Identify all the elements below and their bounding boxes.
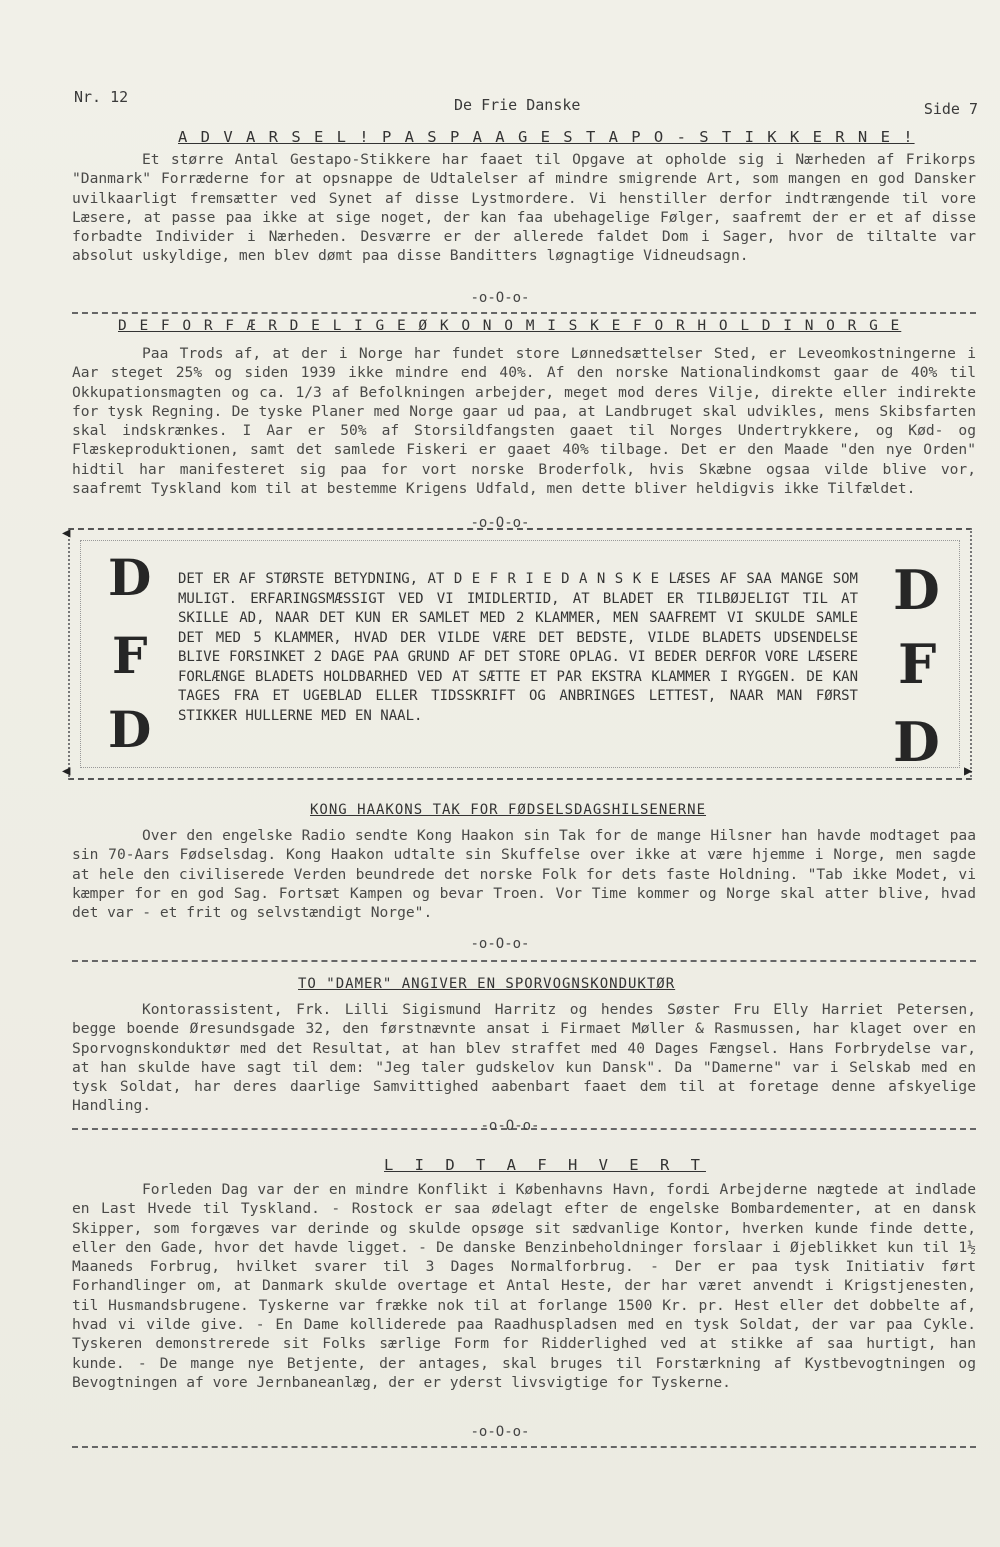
decorative-letter-d: D <box>108 548 152 607</box>
decorative-letter-d: D <box>108 700 152 759</box>
article-body-gestapo <box>72 150 976 266</box>
box-corner-arrow-icon: ◀ <box>62 525 71 541</box>
article-title-lidt-af-hvert: L I D T A F H V E R T <box>384 1156 706 1174</box>
issue-number: Nr. 12 <box>74 88 129 106</box>
article-body-norge <box>72 344 976 498</box>
decorative-letter-f: F <box>898 632 937 696</box>
article-body-damer <box>72 1000 976 1116</box>
dashed-rule <box>72 1446 976 1448</box>
separator: -o-O-o- <box>470 515 530 531</box>
separator: -o-O-o- <box>470 1424 530 1440</box>
article-paragraph: Et større Antal Gestapo-Stikkere har faaet til Opgave at opholde sig i Nærheden af Frikorps "Danmark" Forræderne for at opsnappe de Udtalelser af mindre smigrende Art, som mangen en god Dansker uvilkaarligt fremsætter ved Synet af disse Lystmordere. Vi henstiller derfor indtrængende til vore Læsere, at passe paa ikke at sige noget, der kan faa ubehagelige Følger, saafremt der er et af disse forbadte Individer i Nærheden. Desværre er der allerede faldet Dom i Sager, hvor de tiltalte var absolut uskyldige, men blev dømt paa disse Banditters løgnagtige Vidneudsagn. <box>72 151 976 265</box>
article-paragraph: Paa Trods af, at der i Norge har fundet store Lønnedsættelser Sted, er Leveomkostningerne i Aar steget 25% og siden 1939 ikke mindre end 40%. Af den norske Nationalindkomst gaar de 40% til Okkupationsmagten og ca. 1/3 af Befolkningen arbejder, meget mod deres Vilje, direkte eller indirekte for tysk Regning. De tyske Planer med Norge gaar ud paa, at Landbruget skal udvikles, mens Skibsfarten skal indskrænkes. I Aar er 50% af Storsildfangsten gaaet til Norges Undertrykkere, og Kød- og Flæskeproduktionen, samt det samlede Fiskeri er gaaet 40% tilbage. Det er den Maade "den nye Orden" hidtil har manifesteret sig paa for vort norske Broderfolk, hvis Skæbne ogsaa vilde blive vor, saafremt Tyskland kom til at bestemme Krigens Udfald, men dette bliver heldigvis ikke Tilfældet. <box>72 345 976 498</box>
article-body-haakon <box>72 826 976 922</box>
article-title-damer: TO "DAMER" ANGIVER EN SPORVOGNSKONDUKTØR <box>298 976 676 992</box>
dashed-rule <box>72 960 976 962</box>
box-corner-arrow-icon: ▶ <box>964 763 973 779</box>
publication-name: De Frie Danske <box>454 96 581 114</box>
dashed-rule <box>72 312 976 314</box>
article-paragraph: Kontorassistent, Frk. Lilli Sigismund Harritz og hendes Søster Fru Elly Harriet Petersen, begge boende Øresundsgade 32, den førstnævnte ansat i Firmaet Møller & Rasmussen, har klaget over en Sporvognskonduktør med det Resultat, at han blev straffet med 40 Dages Fængsel. Hans Forbrydelse var, at han skulde have sagt til dem: "Jeg taler gudskelov kun Dansk". Da "Damerne" var i Selskab med en tysk Soldat, har deres daarlige Samvittighed aabenbart faaet dem til at foretage denne afskyelige Handling. <box>72 1001 976 1115</box>
article-title-gestapo: A D V A R S E L ! P A S P A A G E S T A P O - S T I K K E R N E ! <box>178 128 915 146</box>
separator: -o-O-o- <box>480 1118 540 1134</box>
decorative-letter-f: F <box>112 626 148 685</box>
page-header <box>74 88 978 118</box>
box-corner-arrow-icon: ◀ <box>62 763 71 779</box>
decorative-letter-d: D <box>893 710 940 774</box>
article-title-norge: D E F O R F Æ R D E L I G E Ø K O N O M I S K E F O R H O L D I N O R G E <box>118 318 902 334</box>
separator: -o-O-o- <box>470 936 530 952</box>
article-paragraph: Forleden Dag var der en mindre Konflikt i Københavns Havn, fordi Arbejderne nægtede at indlade en Last Hvede til Tyskland. - Rostock er saa ødelagt efter de engelske Bombardementer, at en dansk Skipper, som forgæves var derinde og skulde opsøge sit sædvanlige Kontor, hverken kunde finde dette, eller den Gade, hvor det havde ligget. - De danske Benzinbeholdninger forslaar i Øjeblikket kun til 1½ Maaneds Forbrug, hvilket svarer til 3 Dages Normalforbrug. - Der er paa tysk Initiativ ført Forhandlinger om, at Danmark skulde overtage et Antal Heste, der har været anvendt i Krigstjenesten, til Husmandsbrugene. Tyskerne var frække nok til at forlange 1500 Kr. pr. Hest eller det dobbelte af, hvad vi vilde give. - En Dame kolliderede paa Raadhuspladsen med en tysk Soldat, der var paa Cykle. Tyskeren demonstrerede sit Folks særlige Form for Ridderlighed ved at stikke af saa hurtigt, han kunde. - De mange nye Betjente, der antages, skal bruges til Forstærkning af Kystbevogtningen og Bevogtningen af vore Jernbaneanlæg, der er yderst livsvigtige for Tyskerne. <box>72 1181 976 1391</box>
article-title-haakon: KONG HAAKONS TAK FOR FØDSELSDAGSHILSENERNE <box>310 802 707 818</box>
decorative-letter-d: D <box>893 558 940 622</box>
notice-text: DET ER AF STØRSTE BETYDNING, AT D E F R I E D A N S K E LÆSES AF SAA MANGE SOM MULIGT. ERFARINGSMÆSSIGT VED VI IMIDLERTID, AT BLADET ER TILBØJELIGT TIL AT SKILLE AD, NAAR DET KUN ER SAMLET MED 2 KLAMMER, MEN SAAFREMT VI SKULDE SAMLE DET MED 5 KLAMMER, HVAD DER VILDE VÆRE DET BEDSTE, VILDE BLADETS UDSENDELSE BLIVE FORSINKET 2 DAGE PAA GRUND AF DET STORE OPLAG. VI BEDER DERFOR VORE LÆSERE FORLÆNGE BLADETS HOLDBARHED VED AT SÆTTE ET PAR EKSTRA KLAMMER I RYGGEN. DE KAN TAGES FRA ET UGEBLAD ELLER TIDSSKRIFT OG ANBRINGES LETTEST, NAAR MAN FØRST STIKKER HULLERNE MED EN NAAL. <box>178 571 858 724</box>
article-paragraph: Over den engelske Radio sendte Kong Haakon sin Tak for de mange Hilsner han havde modtaget paa sin 70-Aars Fødselsdag. Kong Haakon udtalte sin Skuffelse over ikke at være hjemme i Norge, men sagde at hele den civiliserede Verden beundrede det norske Folk for dets faste Holdning. "Tab ikke Modet, vi kæmper for en god Sag. Fortsæt Kampen og bevar Troen. Vor Time kommer og Norge skal atter blive, hvad det var - et frit og selvstændigt Norge". <box>72 827 976 922</box>
article-body-lidt-af-hvert <box>72 1180 976 1392</box>
page-number: Side 7 <box>923 100 978 118</box>
separator: -o-O-o- <box>470 290 530 306</box>
